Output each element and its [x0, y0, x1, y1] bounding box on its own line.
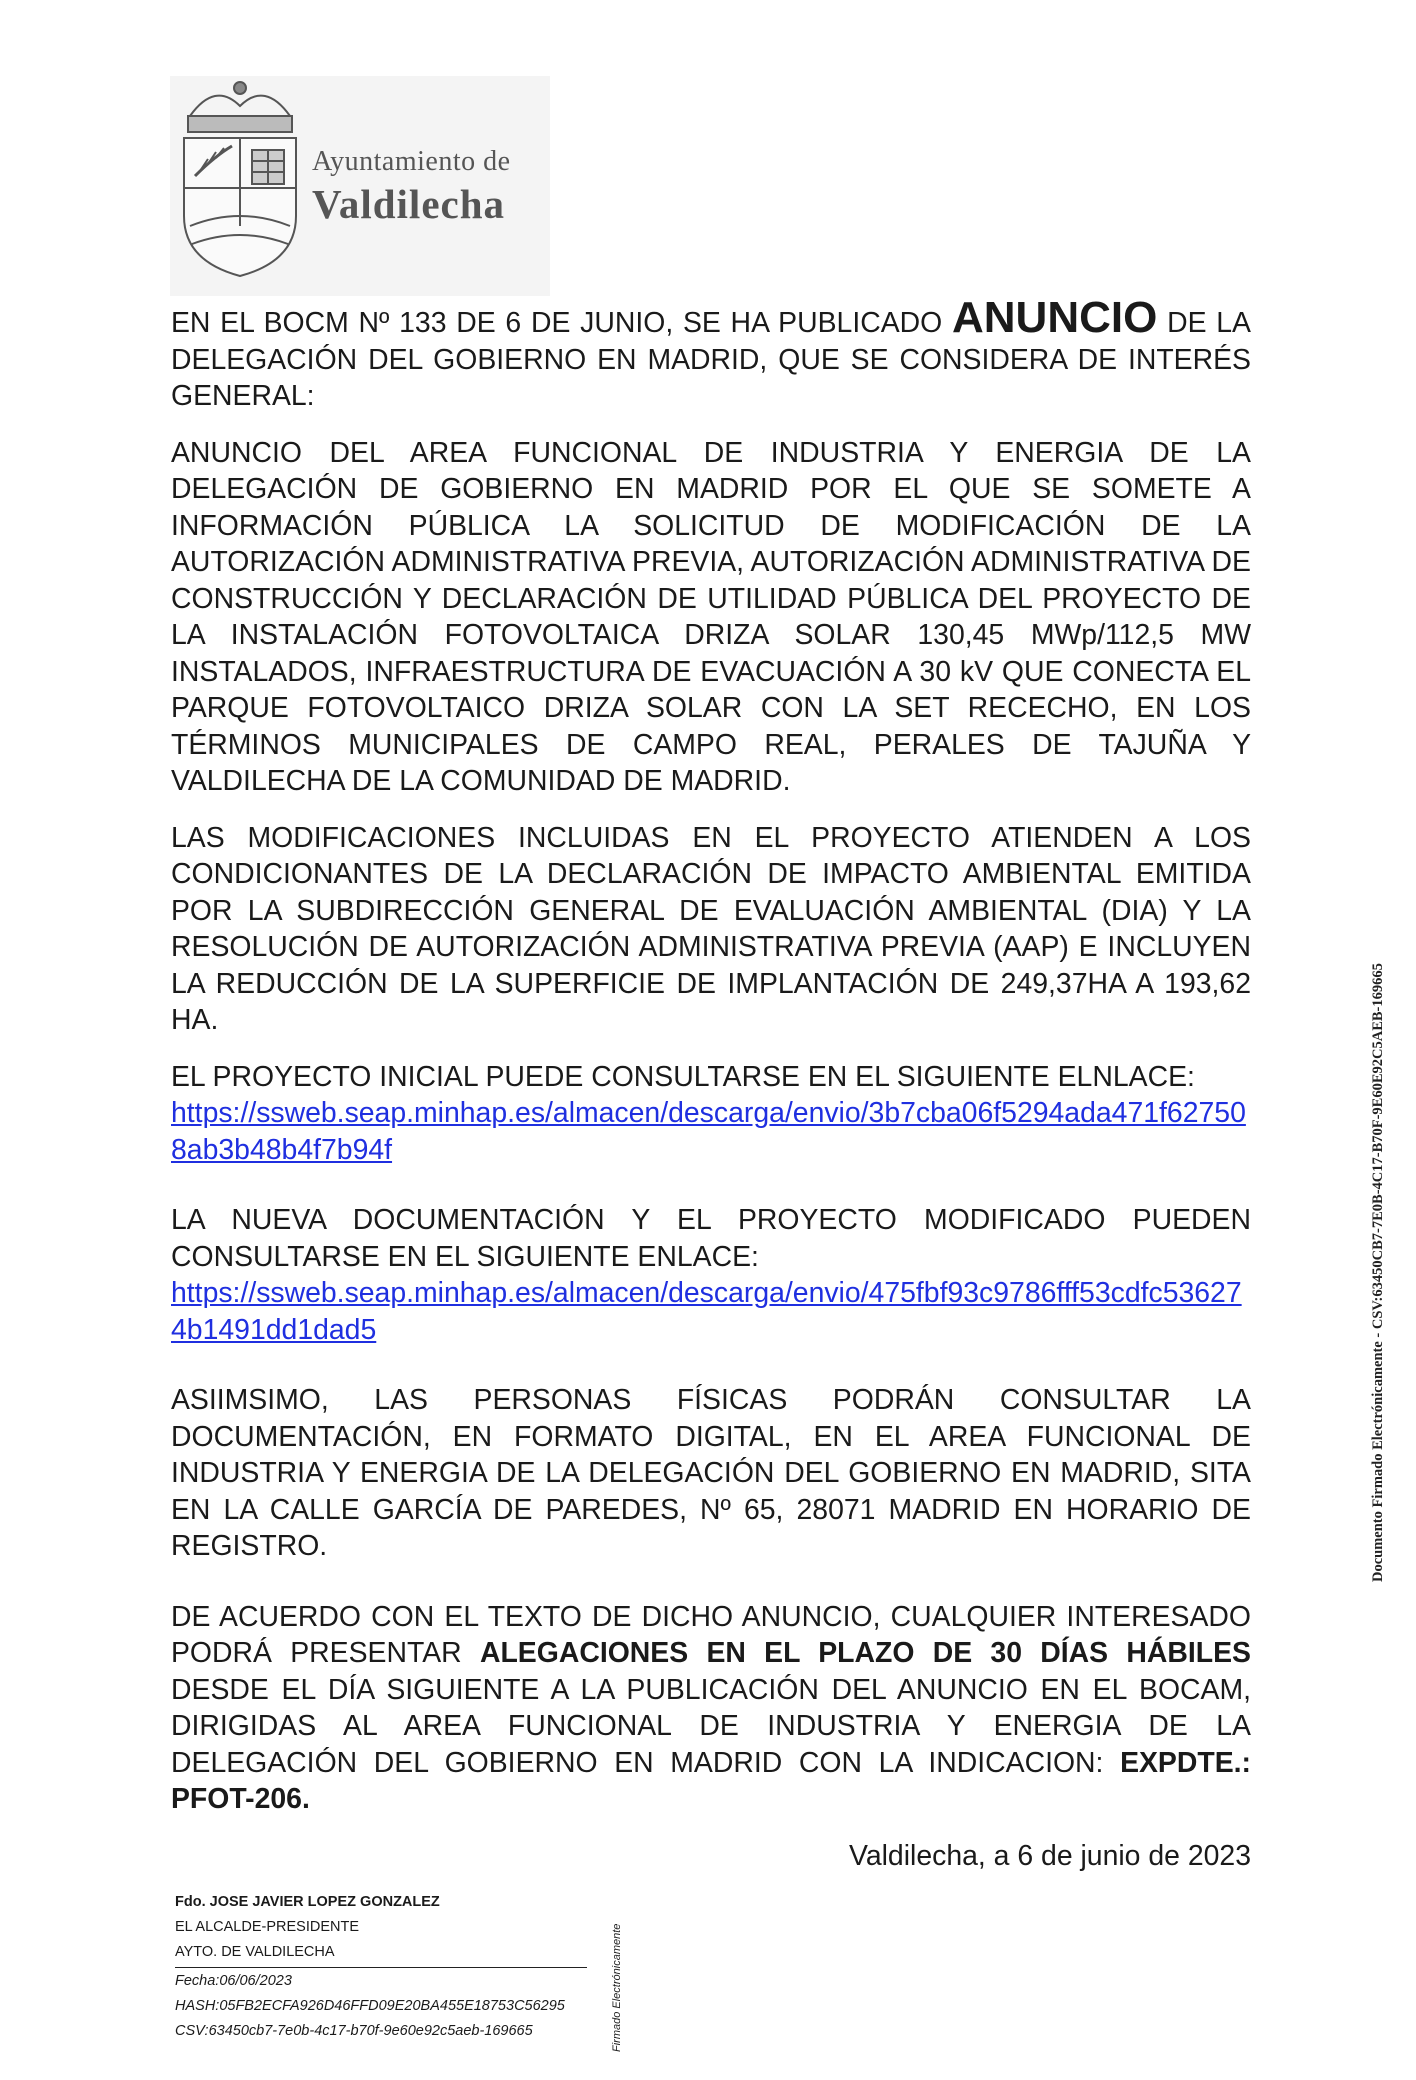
document-body: [171, 293, 1251, 1874]
signer-org: AYTO. DE VALDILECHA: [175, 1944, 335, 1960]
signer-name: Fdo. JOSE JAVIER LOPEZ GONZALEZ: [175, 1894, 440, 1910]
signature-divider: [175, 1967, 587, 1968]
signature-csv: CSV:63450cb7-7e0b-4c17-b70f-9e60e92c5aeb-169665: [175, 2023, 533, 2039]
signer-role: EL ALCALDE-PRESIDENTE: [175, 1919, 359, 1935]
document-date: Valdilecha, a 6 de junio de 2023: [849, 1839, 1251, 1872]
signature-date: Fecha:06/06/2023: [175, 1973, 292, 1989]
intro-text-after: DE LA DELEGACIÓN DEL GOBIERNO EN MADRID, QUE SE CONSIDERA DE INTERÉS GENERAL:: [171, 307, 1251, 412]
logo-subtitle: Ayuntamiento de: [312, 146, 511, 177]
logo-title: Valdilecha: [312, 181, 506, 227]
new-docs-label: LA NUEVA DOCUMENTACIÓN Y EL PROYECTO MODIFICADO PUEDEN CONSULTARSE EN EL SIGUIENTE ENLACE:: [171, 1204, 1251, 1273]
signature-block: [175, 1890, 587, 2044]
signature-vertical-note: [608, 1912, 624, 2052]
side-verification-text: Documento Firmado Electrónicamente - CSV:63450CB7-7E0B-4C17-B70F-9E60E92C5AEB-169665: [1370, 963, 1386, 1582]
intro-paragraph: [171, 293, 1251, 415]
signature-hash: HASH:05FB2ECFA926D46FFD09E20BA455E18753C56295: [175, 1998, 565, 2014]
side-verification-note: [1362, 842, 1392, 1582]
initial-project-label: EL PROYECTO INICIAL PUEDE CONSULTARSE EN EL SIGUIENTE ELNLACE:: [171, 1060, 1195, 1093]
intro-text-before: EN EL BOCM Nº 133 DE 6 DE JUNIO, SE HA PUBLICADO: [171, 307, 952, 339]
initial-project-paragraph: [171, 1059, 1251, 1169]
anuncio-heading: ANUNCIO: [952, 293, 1158, 342]
announcement-paragraph: ANUNCIO DEL AREA FUNCIONAL DE INDUSTRIA Y ENERGIA DE LA DELEGACIÓN DE GOBIERNO EN MADRID POR EL QUE SE SOMETE A INFORMACIÓN PÚBLICA LA SOLICITUD DE MODIFICACIÓN DE LA AUTORIZACIÓN ADMINISTRATIVA PREVIA, AUTORIZACIÓN ADMINISTRATIVA DE CONSTRUCCIÓN Y DECLARACIÓN DE UTILIDAD PÚBLICA DEL PROYECTO DE LA INSTALACIÓN FOTOVOLTAICA DRIZA SOLAR 130,45 MWp/112,5 MW INSTALADOS, INFRAESTRUCTURA DE EVACUACIÓN A 30 kV QUE CONECTA EL PARQUE FOTOVOLTAICO DRIZA SOLAR CON LA SET RECECHO, EN LOS TÉRMINOS MUNICIPALES DE CAMPO REAL, PERALES DE TAJUÑA Y VALDILECHA DE LA COMUNIDAD DE MADRID.: [171, 436, 1251, 797]
signature-vertical-text: Firmado Electrónicamente: [611, 1923, 623, 2052]
logo-text: [312, 146, 511, 228]
allegations-text-a: DE ACUERDO CON EL TEXTO DE DICHO ANUNCIO, CUALQUIER INTERESADO PODRÁ PRESENTAR: [171, 1600, 1251, 1669]
file-reference: EXPDTE.: PFOT-206.: [171, 1746, 1251, 1815]
allegations-deadline: ALEGACIONES EN EL PLAZO DE 30 DÍAS HÁBILES: [479, 1637, 1251, 1669]
allegations-paragraph: [171, 1599, 1251, 1818]
initial-project-link[interactable]: https://ssweb.seap.minhap.es/almacen/descarga/envio/3b7cba06f5294ada471f627508ab3b48b4f7b94f: [171, 1097, 1246, 1166]
new-docs-link[interactable]: https://ssweb.seap.minhap.es/almacen/descarga/envio/475fbf93c9786fff53cdfc536274b1491dd1dad5: [171, 1277, 1242, 1346]
consultation-paragraph: ASIIMSIMO, LAS PERSONAS FÍSICAS PODRÁN CONSULTAR LA DOCUMENTACIÓN, EN FORMATO DIGITAL, EN EL AREA FUNCIONAL DE INDUSTRIA Y ENERGIA DE LA DELEGACIÓN DEL GOBIERNO EN MADRID, SITA EN LA CALLE GARCÍA DE PAREDES, Nº 65, 28071 MADRID EN HORARIO DE REGISTRO.: [171, 1384, 1251, 1562]
new-docs-paragraph: [171, 1202, 1251, 1348]
allegations-text-b: DESDE EL DÍA SIGUIENTE A LA PUBLICACIÓN DEL ANUNCIO EN EL BOCAM, DIRIGIDAS AL AREA FUNCIONAL DE INDUSTRIA Y ENERGIA DE LA DELEGACIÓN DEL GOBIERNO EN MADRID CON LA INDICACION:: [171, 1673, 1251, 1779]
modifications-paragraph: LAS MODIFICACIONES INCLUIDAS EN EL PROYECTO ATIENDEN A LOS CONDICIONANTES DE LA DECLARACIÓN DE IMPACTO AMBIENTAL EMITIDA POR LA SUBDIRECCIÓN GENERAL DE EVALUACIÓN AMBIENTAL (DIA) Y LA RESOLUCIÓN DE AUTORIZACIÓN ADMINISTRATIVA PREVIA (AAP) E INCLUYEN LA REDUCCIÓN DE LA SUPERFICIE DE IMPLANTACIÓN DE 249,37HA A 193,62 HA.: [171, 821, 1251, 1036]
